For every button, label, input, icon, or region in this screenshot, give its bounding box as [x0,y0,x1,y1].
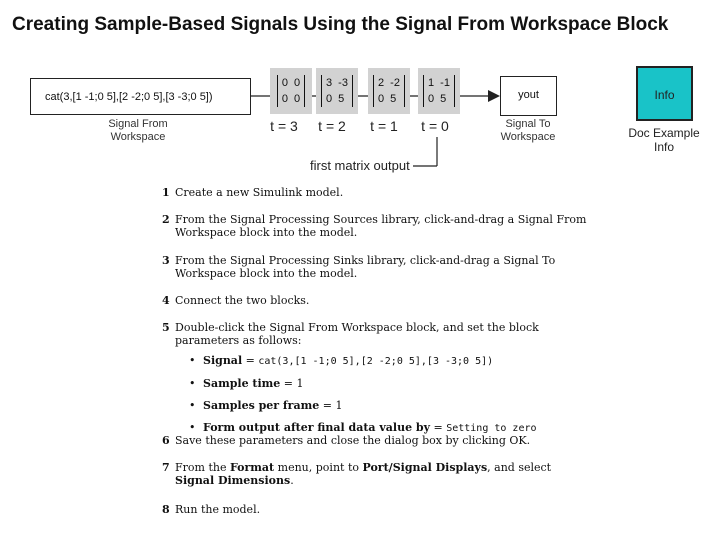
step-4 [162,294,309,307]
format-menu-name: Format [229,461,275,474]
step-text-part: , and select [487,461,552,474]
matrix-cell: 2 [378,77,385,89]
step-line: Double-click the Signal From Workspace block, and set the block [175,321,539,334]
step-number: 8 [162,503,170,516]
param-form-output [189,421,602,435]
step-8 [162,503,260,516]
step-text: Save these parameters and close the dialog box by clicking OK. [175,434,531,447]
matrix-t1 [368,68,410,114]
info-caption-line1: Doc Example [628,126,700,140]
parameter-list [189,354,602,435]
param-name: Samples per frame [203,399,320,412]
step-text-part: From the [175,461,230,474]
time-label-t2: t = 2 [318,118,346,134]
signal-dimensions-name: Signal Dimensions [175,474,291,487]
param-name: Form output after final data value by [203,421,430,434]
param-name: Sample time [203,377,281,390]
step-text: Create a new Simulink model. [175,186,344,199]
signal-from-workspace-block[interactable] [30,78,251,115]
param-value: 1 [335,399,343,412]
step-text [175,321,602,444]
time-label-t0: t = 0 [421,118,449,134]
step-number: 6 [162,434,170,447]
step-3 [162,254,555,280]
signal-from-caption-line1: Signal From [108,118,168,130]
info-caption-line2: Info [653,140,674,154]
param-sep: = [242,354,259,367]
step-6 [162,434,530,447]
page-title: Creating Sample-Based Signals Using the Signal From Workspace Block [12,14,669,35]
param-value: cat(3,[1 -1;0 5],[2 -2;0 5],[3 -3;0 5]) [258,356,494,367]
param-value: Setting to zero [446,423,537,434]
matrix-cell: 0 [294,93,301,105]
matrix-cell: 0 [378,93,385,105]
step-number: 4 [162,294,170,307]
param-sep: = [429,421,447,434]
step-line: parameters as follows: [175,334,302,347]
step-number: 1 [162,186,170,199]
matrix-t2 [316,68,358,114]
step-line: From the Signal Processing Sources library, click-and-drag a Signal From [175,213,587,226]
param-value: 1 [296,377,304,390]
step-1 [162,186,343,199]
time-label-t3: t = 3 [270,118,298,134]
matrix-cell: 3 [326,77,333,89]
info-caption [618,126,710,154]
step-text: Connect the two blocks. [175,294,310,307]
signal-to-caption-line2: Workspace [500,131,556,143]
info-block[interactable] [636,66,693,121]
matrix-cell: -2 [390,77,400,89]
signal-to-workspace-block[interactable] [500,76,557,116]
param-sep: = [280,377,297,390]
param-signal [189,354,602,368]
step-line: Workspace block into the model. [175,267,358,280]
param-samples-per-frame [189,399,602,412]
info-block-label: Info [654,88,675,102]
param-sep: = [319,399,336,412]
signal-from-caption [96,118,180,144]
step-line: Workspace block into the model. [175,226,358,239]
signal-to-value: yout [518,89,539,101]
step-number: 7 [162,461,170,474]
step-number: 3 [162,254,170,267]
matrix-cell: 5 [440,93,447,105]
matrix-t3 [270,68,312,114]
step-number: 5 [162,321,170,334]
time-label-t1: t = 1 [370,118,398,134]
param-name: Signal [203,354,243,367]
port-signal-displays-name: Port/Signal Displays [362,461,488,474]
matrix-cell: 1 [428,77,435,89]
matrix-cell: -1 [440,77,450,89]
step-text-part: . [290,474,294,487]
matrix-cell: -3 [338,77,348,89]
step-line: From the Signal Processing Sinks library, click-and-drag a Signal To [175,254,556,267]
matrix-cell: 5 [338,93,345,105]
step-text: Run the model. [175,503,261,516]
step-7 [162,461,551,487]
step-text [175,254,555,280]
matrix-cell: 0 [294,77,301,89]
matrix-cell: 0 [326,93,333,105]
param-sample-time [189,377,602,390]
matrix-cell: 0 [428,93,435,105]
signal-to-caption [490,118,566,144]
step-text [175,461,551,487]
first-matrix-output-label: first matrix output [310,158,410,173]
step-5 [162,321,602,444]
matrix-cell: 0 [281,93,288,105]
signal-to-caption-line1: Signal To [505,118,551,130]
step-text [175,213,586,239]
matrix-t0 [418,68,460,114]
step-text-part: menu, point to [274,461,363,474]
signal-from-caption-line2: Workspace [110,131,166,143]
step-number: 2 [162,213,170,226]
signal-from-value: cat(3,[1 -1;0 5],[2 -2;0 5],[3 -3;0 5]) [45,90,213,103]
matrix-cell: 0 [281,77,288,89]
matrix-cell: 5 [390,93,397,105]
step-2 [162,213,586,239]
